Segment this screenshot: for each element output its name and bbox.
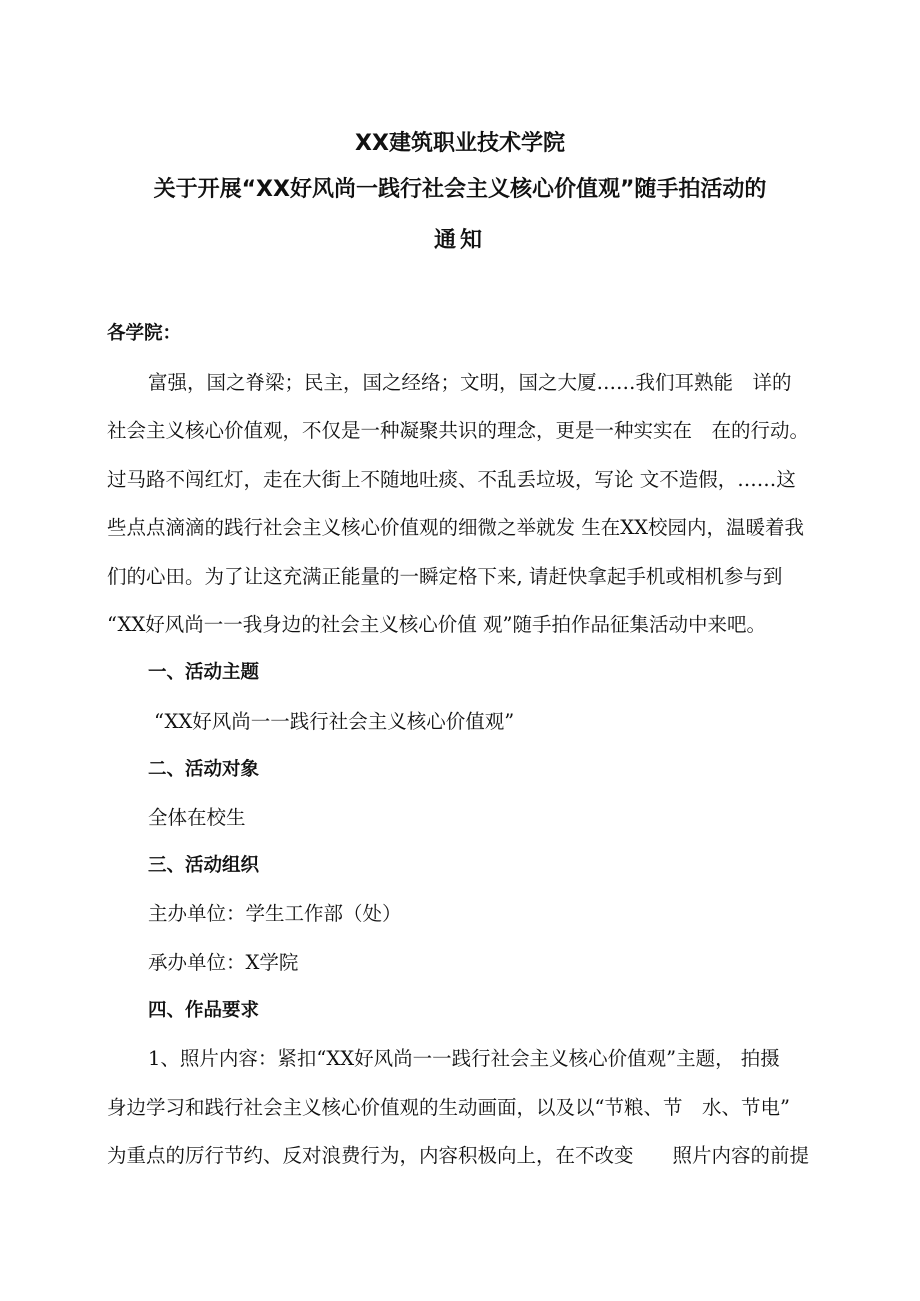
section-content-organizer: 主办单位：学生工作部（处） [148,902,402,925]
section-content-theme: “XX好风尚一一践行社会主义核心价值观” [154,710,515,733]
document-title-notice: 通知 [433,228,486,253]
intro-line-4: 些点点滴滴的践行社会主义核心价值观的细微之举就发 生在XX校园内，温暖着我 [107,516,804,539]
intro-line-5: 们的心田。为了让这充满正能量的一瞬定格下来, 请赶快拿起手机或相机参与到 [107,565,783,588]
intro-line-3: 过马路不闯红灯，走在大街上不随地吐痰、不乱丢垃圾，写论 文不造假，……这 [107,468,796,491]
section-heading-theme: 一、活动主题 [148,662,260,683]
document-title-subject: 关于开展“XX好风尚一践行社会主义核心价值观”随手拍活动的 [153,177,767,202]
section-heading-audience: 二、活动对象 [148,759,260,780]
section-content-audience: 全体在校生 [148,806,246,829]
section-heading-requirements: 四、作品要求 [148,1000,260,1021]
requirements-line-2: 身边学习和践行社会主义核心价值观的生动画面，以及以“节粮、节 水、节电” [107,1096,790,1119]
salutation: 各学院： [107,323,182,344]
document-title-school: XX建筑职业技术学院 [355,131,565,156]
intro-line-2: 社会主义核心价值观，不仅是一种凝聚共识的理念，更是一种实实在 在的行动。 [107,419,810,442]
intro-line-6: “XX好风尚一一我身边的社会主义核心价值 观”随手拍作品征集活动中来吧。 [107,613,766,636]
section-content-host: 承办单位：X学院 [148,951,299,974]
requirements-line-3: 为重点的厉行节约、反对浪费行为，内容积极向上，在不改变 照片内容的前提 [107,1144,810,1167]
section-heading-organization: 三、活动组织 [148,855,260,876]
requirements-line-1: 1、照片内容：紧扣“XX好风尚一一践行社会主义核心价值观”主题， 拍摄 [148,1047,780,1070]
intro-line-1: 富强，国之脊梁；民主，国之经络；文明，国之大厦……我们耳熟能 详的 [148,371,792,394]
